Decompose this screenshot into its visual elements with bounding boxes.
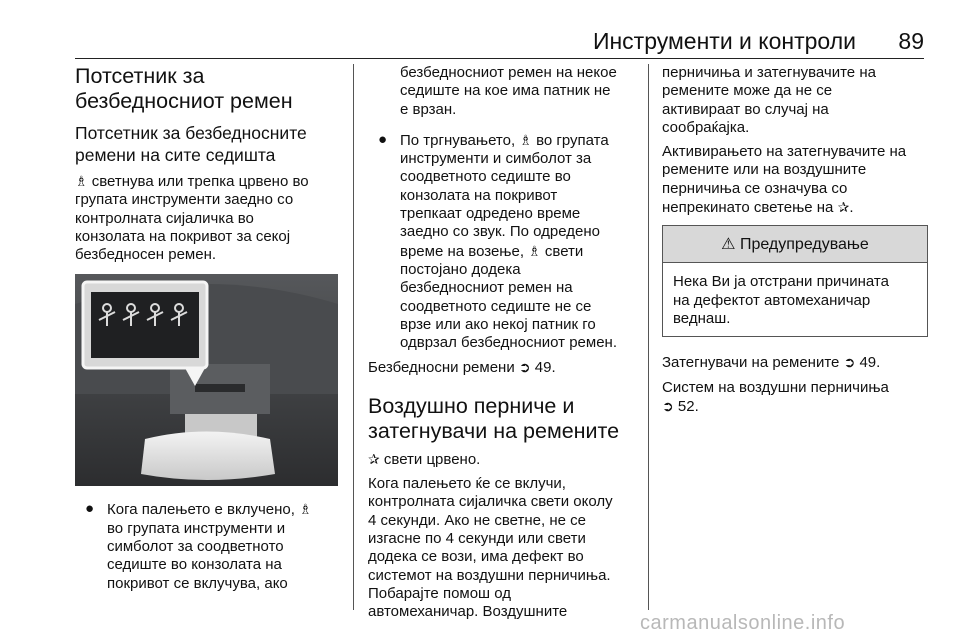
column-1 (75, 64, 343, 599)
roof-console-photo (75, 274, 338, 486)
bullet-dot: ● (378, 130, 388, 148)
list-item-continuation: безбедносниот ремен на некое седиште на кое има патник не е врзан. (400, 64, 617, 118)
airbag-icon: ✰ (368, 450, 380, 467)
section-heading: Потсетник за безбедносниот ремен (75, 64, 293, 113)
paragraph: ✰ свети црвено. (368, 450, 481, 468)
subsection-heading: Потсетник за безбедносните ремени на сите седишта (75, 123, 307, 165)
column-divider (648, 64, 649, 610)
paragraph: ♗ светнува или трепка црвено во групата инструменти заедно со контролната сијаличка во конзолата на покривот за секој безбедносен ремен. (75, 173, 309, 264)
cross-reference: Систем на воздушни перничиња ➲ 52. (662, 378, 889, 415)
roof-console-illustration (75, 274, 338, 486)
seatbelt-person-icon: ♗ (528, 242, 541, 259)
column-3 (662, 64, 928, 422)
header-title: Инструменти и контроли (592, 28, 856, 54)
paragraph: Кога палењето ќе се вклучи, контролната сијаличка свети околу 4 секунди. Ако не светне, не се изгасне по 4 секунди или свети додека се вози, има дефект во системот на воздушни перничиња. Побарајте помош од автомеханичар. Воздушните (368, 475, 613, 621)
list-item: ● По тргнувањето, ♗ во групата инструменти и симболот за соодветното седиште во конзолата на покривот трепкаат одредено време заедно со звук. По одредено време на возење, ♗ свети постојано додека безбедносниот ремен на соодветното седиште не се врзе или ако некој патник го одврзал безбедносниот ремен. (378, 130, 618, 352)
cross-reference: Затегнувачи на ремените ➲ 49. (662, 354, 881, 372)
column-2 (368, 64, 640, 627)
column-divider (353, 64, 354, 610)
seatbelt-person-icon: ♗ (75, 173, 88, 189)
section-heading: Воздушно перниче и затегнувачи на ремените (368, 393, 620, 443)
airbag-icon: ✰ (837, 199, 850, 216)
paragraph: перничињa и затегнувачите на ремените може да не се активираат во случај на сообраќајка. (662, 64, 876, 136)
warning-header (663, 226, 927, 263)
list-item: ● Кога палењето е вклучено, ♗ во групата инструменти и симболот за соодветното седиште во конзолата на покривот се вклучува, ако (85, 500, 312, 592)
page-number: 89 (898, 28, 924, 54)
page-reference-arrow-icon[interactable]: ➲ (662, 397, 674, 414)
warning-triangle-icon: ⚠ (721, 236, 736, 254)
warning-box (662, 225, 928, 337)
paragraph: Активирањето на затегнувачите на ремените или на воздушните перничиња се означува со непрекинато светење на ✰. (662, 143, 907, 217)
page-reference-arrow-icon[interactable]: ➲ (843, 354, 856, 371)
warning-body: Нека Ви ја отстрани причината на дефектот автомеханичар веднаш. (673, 273, 889, 327)
header-divider (75, 58, 924, 59)
page-reference-arrow-icon[interactable]: ➲ (518, 359, 531, 376)
seatbelt-person-icon: ♗ (519, 131, 532, 148)
cross-reference: Безбедносни ремени ➲ 49. (368, 359, 556, 377)
bullet-dot: ● (85, 500, 95, 518)
seatbelt-person-icon: ♗ (299, 501, 312, 518)
warning-title: Предупредување (739, 236, 869, 254)
watermark-text: carmanualsonline.info (640, 612, 846, 634)
